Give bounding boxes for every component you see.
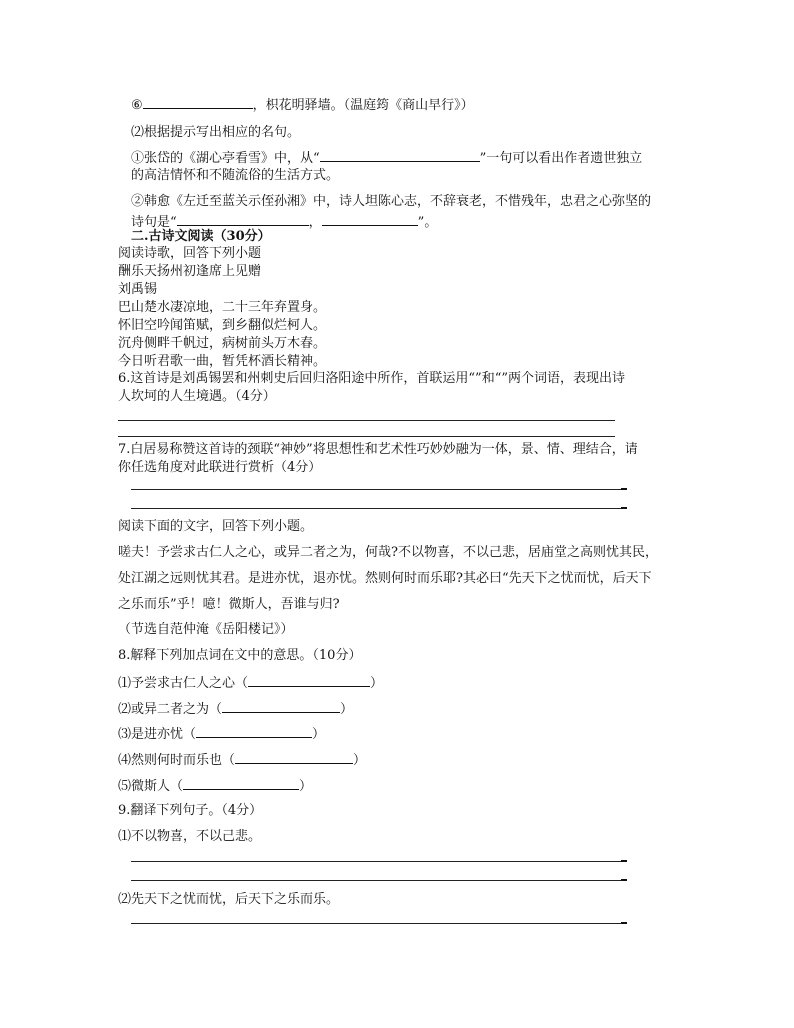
line-end-mark	[621, 860, 627, 862]
q2-comma: ，	[308, 215, 322, 230]
q8-item-4	[118, 750, 366, 769]
poem-title: 酬乐天扬州初逢席上见赠	[118, 264, 262, 279]
q8-item-text: ⑵或异二者之为（	[118, 702, 223, 717]
answer-blank[interactable]	[235, 750, 353, 764]
q8-item-text: ⑸微斯人（	[118, 779, 184, 794]
answer-blank[interactable]	[143, 95, 253, 109]
q8-item-1	[118, 673, 383, 692]
q1-text-a: ①张岱的《湖心亭看雪》中，从“	[131, 151, 320, 166]
prose-source: （节选自范仲淹《岳阳楼记》）	[118, 622, 294, 637]
line-end-mark	[621, 488, 627, 490]
q8-item-text: ⑷然则何时而乐也（	[118, 753, 236, 768]
q2-end: ”。	[417, 215, 438, 230]
poem-line: 巴山楚水凄凉地，二十三年弃置身。	[118, 300, 327, 315]
answer-blank[interactable]	[222, 699, 340, 713]
q8-item-2	[118, 699, 353, 718]
answer-line[interactable]	[131, 861, 621, 862]
question-6-line2: 人坎坷的人生境遇。（4分）	[118, 389, 276, 404]
answer-line[interactable]	[118, 436, 615, 437]
answer-line[interactable]	[131, 489, 621, 490]
q9-item-1: ⑴不以物喜，不以己悲。	[118, 829, 262, 844]
recite-q1-line2: 的高洁情怀和不随流俗的生活方式。	[131, 168, 340, 183]
recite-q2-line1: ②韩愈《左迁至蓝关示侄孙湘》中，诗人坦陈心志，不辞衰老，不惜残年，忠君之心弥坚的	[131, 194, 652, 209]
close-paren: ）	[353, 753, 367, 768]
question-7-line1: 7.白居易称赞这首诗的颈联“神妙”将思想性和艺术性巧妙妙融为一体，景、情、理结合，请	[118, 442, 638, 457]
prose-line: 嗟夫！予尝求古仁人之心，或异二者之为，何哉?不以物喜，不以己悲，居庙堂之高则忧其民，	[118, 545, 658, 560]
recite-q1-line1	[131, 148, 642, 167]
poem-line: 怀旧空吟闻笛赋，到乡翻似烂柯人。	[118, 318, 327, 333]
question-9: 9.翻译下列句子。（4分）	[118, 803, 263, 818]
poem-author: 刘禹锡	[118, 282, 158, 297]
close-paren: ）	[340, 702, 354, 717]
line-end-mark	[621, 879, 627, 881]
poem-line: 今日听君歌一曲，暂凭杯酒长精神。	[118, 354, 327, 369]
part2-heading: ⑵根据提示写出相应的名句。	[131, 125, 301, 140]
prose-intro: 阅读下面的文字，回答下列小题。	[118, 519, 314, 534]
poem-intro: 阅读诗歌，回答下列小题	[118, 246, 262, 261]
q8-item-5	[118, 776, 312, 795]
close-paren: ）	[370, 676, 384, 691]
q1-text-b: ”一句可以看出作者遗世独立	[479, 151, 643, 166]
answer-blank[interactable]	[248, 673, 370, 687]
answer-blank[interactable]	[322, 212, 418, 226]
answer-blank[interactable]	[320, 148, 480, 162]
close-paren: ）	[299, 779, 313, 794]
question-6-line1: 6.这首诗是刘禹锡罢和州刺史后回归洛阳途中所作，首联运用“”和“”两个词语，表现出诗	[118, 371, 625, 386]
answer-blank[interactable]	[177, 212, 309, 226]
close-paren: ）	[312, 727, 326, 742]
line-end-mark	[621, 507, 627, 509]
question-8: 8.解释下列加点词在文中的意思。（10分）	[118, 648, 362, 663]
section-heading	[131, 228, 271, 245]
line-end-mark	[621, 922, 627, 924]
q8-item-3	[118, 724, 325, 743]
answer-line[interactable]	[131, 880, 621, 881]
item-text: ，枳花明驿墙。（温庭筠《商山早行》）	[252, 98, 474, 113]
answer-blank[interactable]	[183, 776, 299, 790]
answer-line[interactable]	[131, 508, 621, 509]
q2-text-b: 诗句是“	[131, 215, 177, 230]
poem-line: 沉舟侧畔千帆过，病树前头万木春。	[118, 336, 327, 351]
prose-line: 之乐而乐”乎！噫！微斯人，吾谁与归?	[118, 597, 340, 612]
item-number: ⑥	[131, 98, 143, 113]
prose-line: 处江湖之远则忧其君。是进亦忧，退亦忧。然则何时而乐耶?其必曰“先天下之忧而忧，后天下	[118, 571, 652, 586]
answer-line[interactable]	[131, 923, 621, 924]
section-heading-text: 二.古诗文阅读（30分）	[131, 229, 271, 244]
q9-item-2: ⑵先天下之忧而忧，后天下之乐而乐。	[118, 892, 340, 907]
recite-item-6	[131, 95, 474, 114]
answer-line[interactable]	[118, 420, 615, 421]
question-7-line2: 你任选角度对此联进行赏析（4分）	[118, 460, 322, 475]
q8-item-text: ⑶是进亦忧（	[118, 727, 197, 742]
q8-item-text: ⑴予尝求古仁人之心（	[118, 676, 249, 691]
answer-blank[interactable]	[196, 724, 312, 738]
